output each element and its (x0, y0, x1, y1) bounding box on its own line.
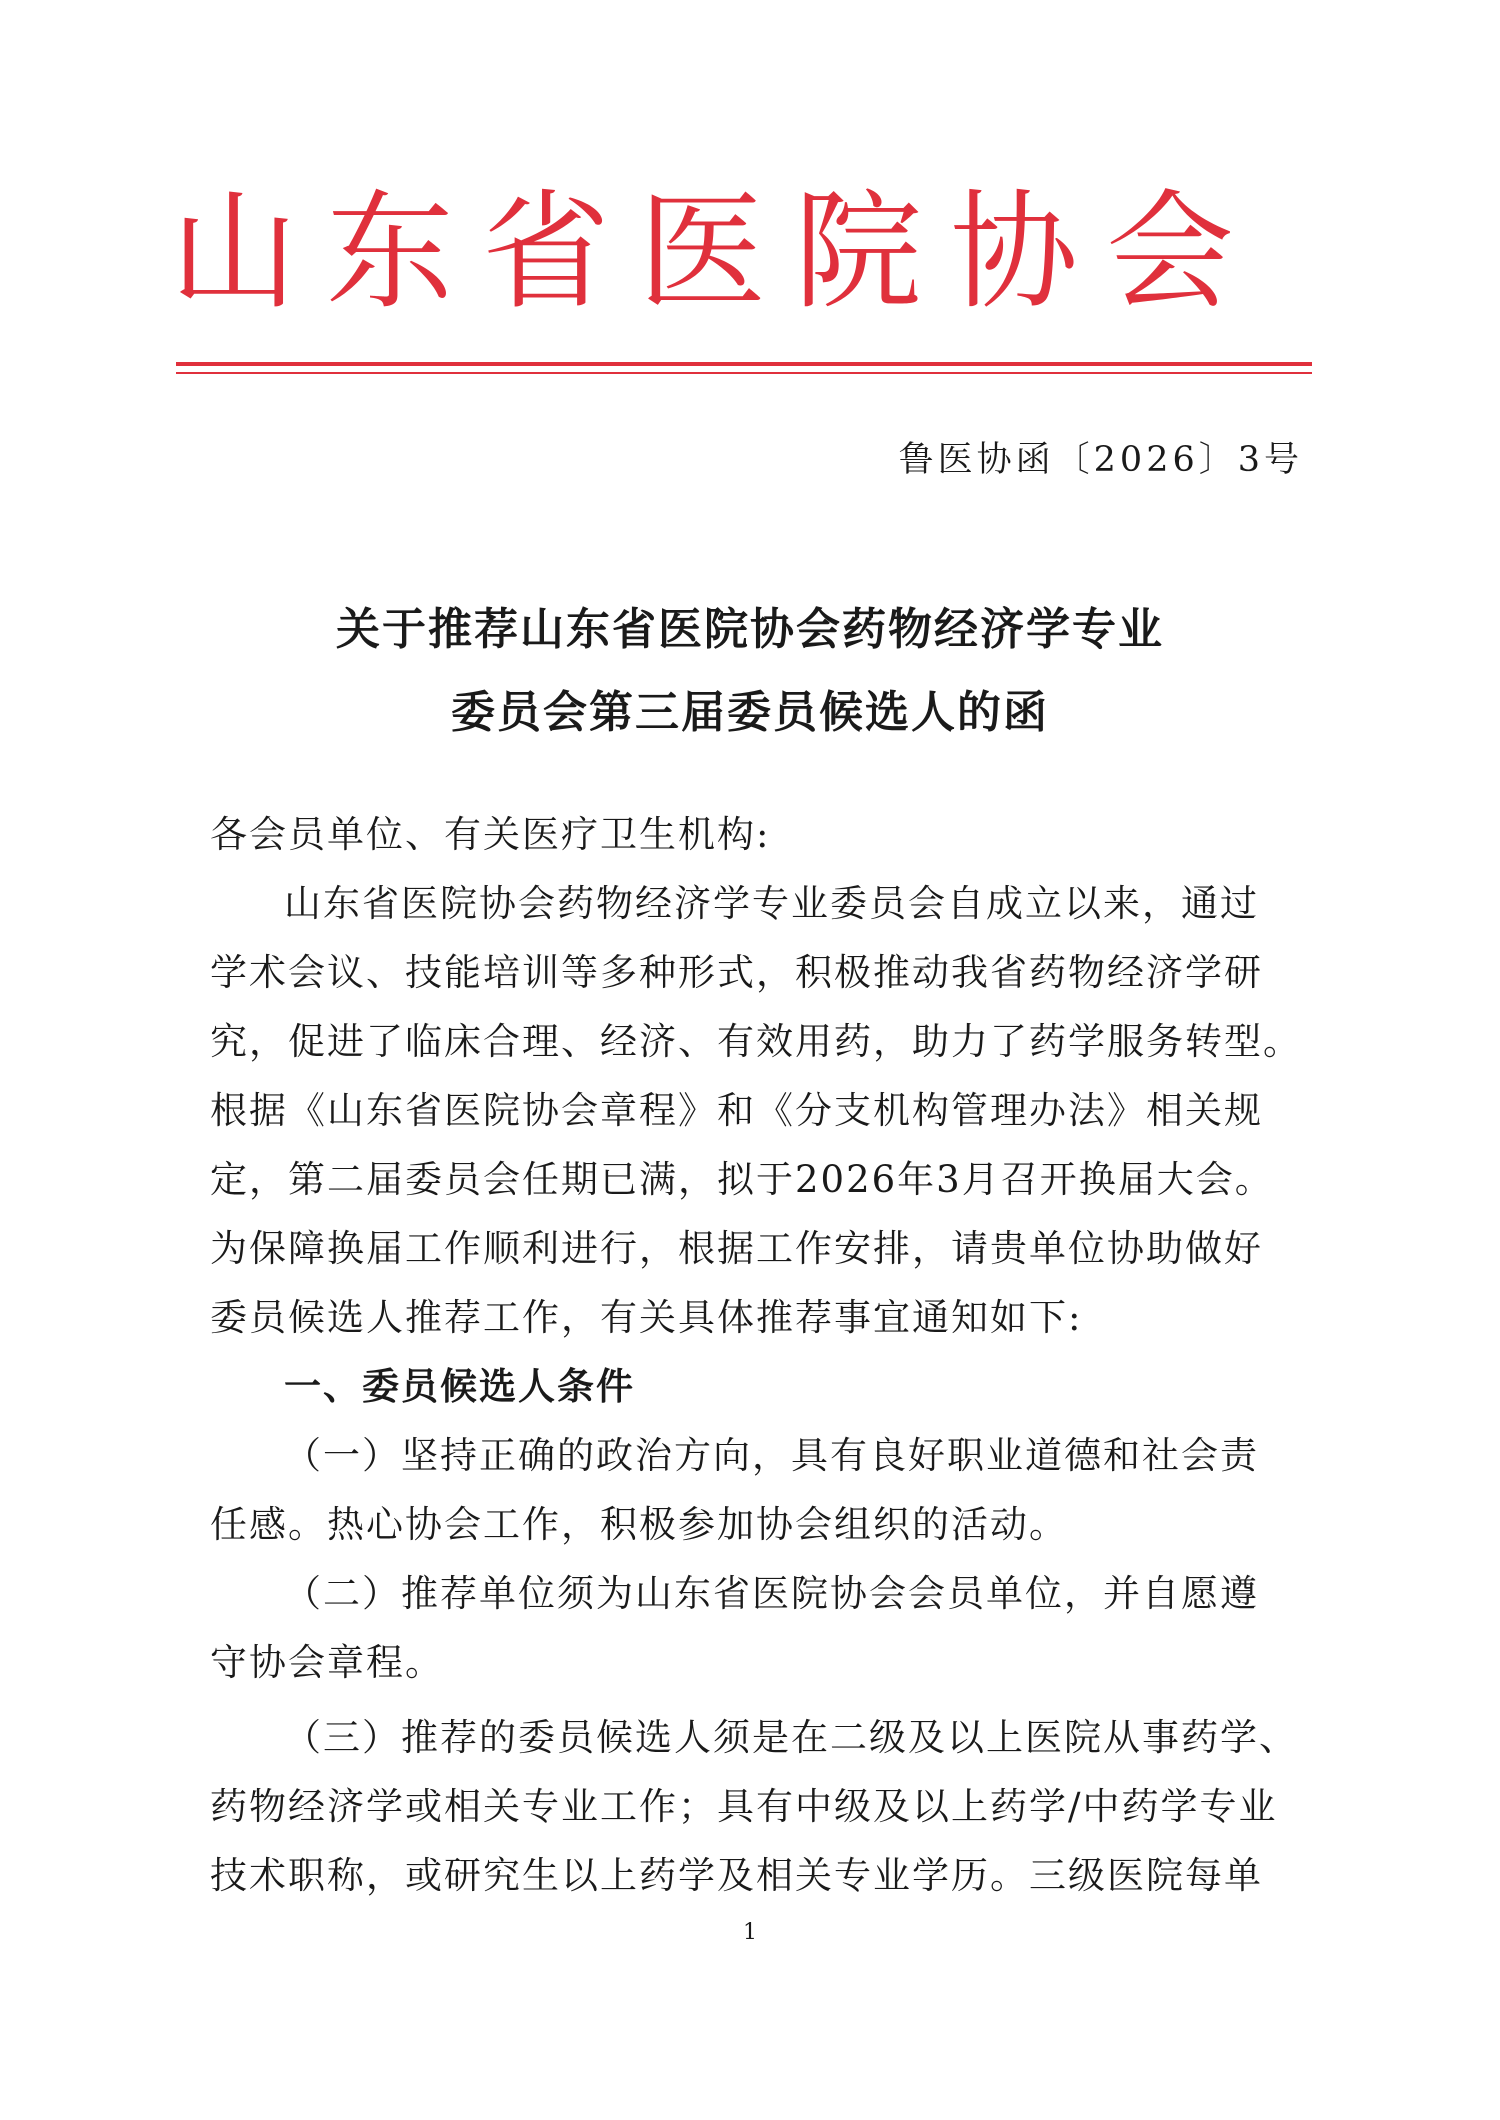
document-title-line-1: 关于推荐山东省医院协会药物经济学专业 (336, 604, 1164, 655)
document-title-line-2: 委员会第三届委员候选人的函 (451, 687, 1049, 738)
condition-item-2-line: 守协会章程。 (210, 1641, 444, 1684)
condition-item-3-line: （三）推荐的委员候选人须是在二级及以上医院从事药学、 (284, 1716, 1298, 1759)
org-masthead: 山东省医院协会 (170, 178, 1263, 327)
masthead-rule-thin (176, 372, 1312, 374)
condition-item-1-line: 任感。热心协会工作，积极参加协会组织的活动。 (210, 1503, 1068, 1546)
intro-line: 山东省医院协会药物经济学专业委员会自成立以来，通过 (284, 882, 1259, 925)
intro-line: 根据《山东省医院协会章程》和《分支机构管理办法》相关规 (210, 1089, 1263, 1132)
condition-item-3-line: 药物经济学或相关专业工作；具有中级及以上药学/中药学专业 (210, 1785, 1278, 1828)
intro-line: 为保障换届工作顺利进行，根据工作安排，请贵单位协助做好 (210, 1227, 1263, 1270)
section-heading-1: 一、委员候选人条件 (284, 1365, 635, 1408)
condition-item-3-line: 技术职称，或研究生以上药学及相关专业学历。三级医院每单 (210, 1854, 1263, 1897)
salutation: 各会员单位、有关医疗卫生机构: (210, 813, 771, 856)
intro-line: 究，促进了临床合理、经济、有效用药，助力了药学服务转型。 (210, 1020, 1302, 1063)
masthead-rule-thick (176, 362, 1312, 366)
intro-line: 定，第二届委员会任期已满，拟于2026年3月召开换届大会。 (210, 1158, 1274, 1201)
document-number: 鲁医协函〔2026〕3号 (898, 440, 1303, 480)
document-body (210, 800, 1305, 1900)
intro-line: 委员候选人推荐工作，有关具体推荐事宜通知如下: (210, 1296, 1083, 1339)
condition-item-1-line: （一）坚持正确的政治方向，具有良好职业道德和社会责 (284, 1434, 1259, 1477)
intro-line: 学术会议、技能培训等多种形式，积极推动我省药物经济学研 (210, 951, 1263, 994)
condition-item-2-line: （二）推荐单位须为山东省医院协会会员单位，并自愿遵 (284, 1572, 1259, 1615)
page-number: 1 (743, 1920, 757, 1945)
